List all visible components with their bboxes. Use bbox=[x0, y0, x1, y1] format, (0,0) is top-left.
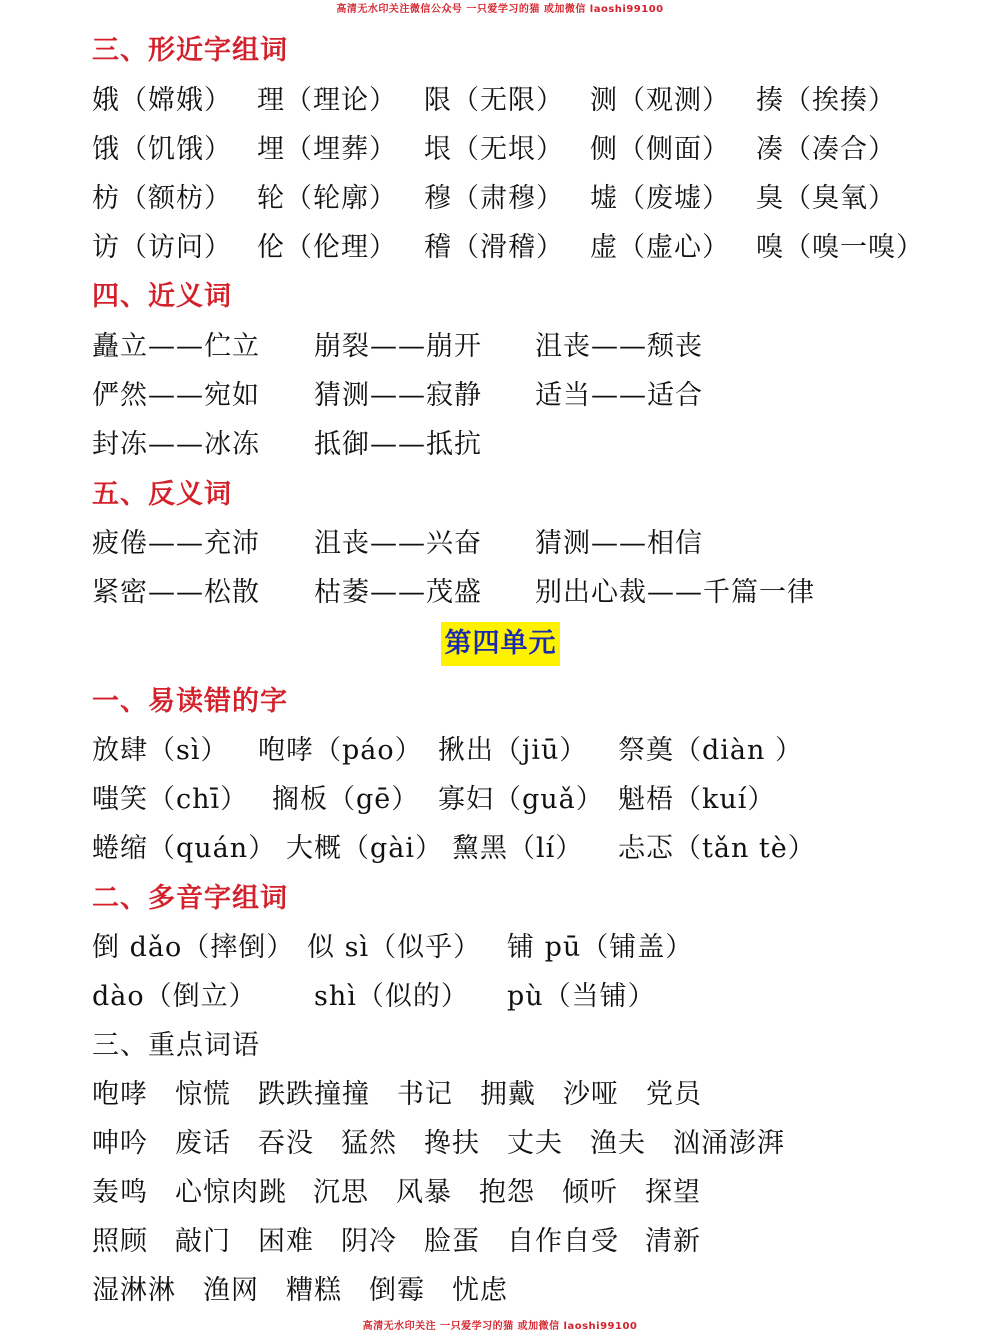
word-item: 呻吟 bbox=[92, 1128, 148, 1159]
pinyin-item: 祭奠（diàn ） bbox=[618, 735, 803, 766]
word-item: 忧虑 bbox=[452, 1275, 508, 1306]
word-item: 脸蛋 bbox=[424, 1226, 480, 1257]
section-title-xingjin: 三、形近字组词 bbox=[92, 35, 288, 66]
word-item: 侧（侧面） bbox=[590, 134, 730, 165]
word-item: 探望 bbox=[645, 1177, 701, 1208]
word-item: 倾听 bbox=[562, 1177, 618, 1208]
word-item: 沙哑 bbox=[563, 1079, 619, 1110]
word-pair: 猜测——寂静 bbox=[314, 380, 482, 411]
word-item: 测（观测） bbox=[590, 85, 730, 116]
word-item: 惊慌 bbox=[175, 1079, 231, 1110]
section-title-zhongdian: 三、重点词语 bbox=[92, 1030, 260, 1061]
word-pair: 抵御——抵抗 bbox=[314, 429, 482, 460]
word-item: 限（无限） bbox=[424, 85, 564, 116]
list-row bbox=[92, 225, 992, 265]
word-item: 访（访问） bbox=[92, 232, 232, 263]
list-row bbox=[92, 570, 992, 610]
word-item: 照顾 bbox=[92, 1226, 148, 1257]
word-item: 猛然 bbox=[341, 1128, 397, 1159]
pinyin-item: 揪出（jiū） bbox=[438, 735, 588, 766]
pinyin-item: 嗤笑（chī） bbox=[92, 784, 249, 815]
pinyin-item: 咆哮（páo） bbox=[258, 735, 423, 766]
word-item: 稽（滑稽） bbox=[424, 232, 564, 263]
word-pair: 疲倦——充沛 bbox=[92, 528, 260, 559]
word-item: 拥戴 bbox=[480, 1079, 536, 1110]
list-row bbox=[92, 1219, 992, 1259]
word-item: 虚（虚心） bbox=[590, 232, 730, 263]
section-title-fanyi: 五、反义词 bbox=[92, 479, 232, 510]
word-pair: 沮丧——兴奋 bbox=[314, 528, 482, 559]
polyphone-item: pù（当铺） bbox=[507, 981, 656, 1012]
list-row bbox=[92, 127, 992, 167]
word-item: 揍（挨揍） bbox=[756, 85, 896, 116]
unit-title: 第四单元 bbox=[441, 622, 560, 666]
word-item: 敲门 bbox=[175, 1226, 231, 1257]
word-item: 轮（轮廓） bbox=[257, 183, 397, 214]
word-item: 搀扶 bbox=[424, 1128, 480, 1159]
list-row bbox=[92, 1121, 992, 1161]
word-item: 抱怨 bbox=[479, 1177, 535, 1208]
word-item: 墟（废墟） bbox=[590, 183, 730, 214]
word-item: 阴冷 bbox=[341, 1226, 397, 1257]
watermark-bottom: 高清无水印关注 一只爱学习的猫 或加微信 laoshi99100 bbox=[362, 1321, 638, 1332]
word-item: 凑（凑合） bbox=[756, 134, 896, 165]
pinyin-item: 大概（gài） bbox=[286, 833, 444, 864]
list-row bbox=[92, 176, 992, 216]
word-item: 穆（肃穆） bbox=[424, 183, 564, 214]
word-item: 伦（伦理） bbox=[257, 232, 397, 263]
word-item: 书记 bbox=[397, 1079, 453, 1110]
word-item: 糟糕 bbox=[286, 1275, 342, 1306]
list-row bbox=[92, 1268, 992, 1308]
word-item: 渔夫 bbox=[590, 1128, 646, 1159]
word-item: 垠（无垠） bbox=[424, 134, 564, 165]
word-item: 汹涌澎湃 bbox=[673, 1128, 785, 1159]
word-item: 理（理论） bbox=[257, 85, 397, 116]
pinyin-item: 蜷缩（quán） bbox=[92, 833, 277, 864]
polyphone-item: shì（似的） bbox=[314, 981, 469, 1012]
polyphone-item: 似 sì（似乎） bbox=[307, 932, 482, 963]
word-item: 轰鸣 bbox=[92, 1177, 148, 1208]
word-item: 丈夫 bbox=[507, 1128, 563, 1159]
word-item: 困难 bbox=[258, 1226, 314, 1257]
word-item: 吞没 bbox=[258, 1128, 314, 1159]
word-item: 党员 bbox=[646, 1079, 702, 1110]
word-pair: 别出心裁——千篇一律 bbox=[535, 577, 815, 608]
word-item: 心惊肉跳 bbox=[175, 1177, 287, 1208]
word-item: 跌跌撞撞 bbox=[258, 1079, 370, 1110]
polyphone-item: 铺 pū（铺盖） bbox=[507, 932, 694, 963]
word-item: 风暴 bbox=[396, 1177, 452, 1208]
pinyin-item: 寡妇（guǎ） bbox=[438, 784, 604, 815]
list-row bbox=[92, 422, 992, 462]
word-item: 嗅（嗅一嗅） bbox=[756, 232, 924, 263]
word-pair: 矗立——伫立 bbox=[92, 331, 260, 362]
list-row bbox=[92, 324, 992, 364]
list-row bbox=[92, 925, 992, 965]
word-item: 娥（嫦娥） bbox=[92, 85, 232, 116]
word-item: 渔网 bbox=[203, 1275, 259, 1306]
list-row bbox=[92, 1170, 992, 1210]
word-pair: 紧密——松散 bbox=[92, 577, 260, 608]
word-item: 饿（饥饿） bbox=[92, 134, 232, 165]
polyphone-item: dào（倒立） bbox=[92, 981, 257, 1012]
word-pair: 猜测——相信 bbox=[535, 528, 703, 559]
word-pair: 崩裂——崩开 bbox=[314, 331, 482, 362]
pinyin-item: 搁板（gē） bbox=[272, 784, 420, 815]
polyphone-item: 倒 dǎo（摔倒） bbox=[92, 932, 295, 963]
word-item: 臭（臭氧） bbox=[756, 183, 896, 214]
word-item: 咆哮 bbox=[92, 1079, 148, 1110]
list-row bbox=[92, 78, 992, 118]
word-item: 废话 bbox=[175, 1128, 231, 1159]
word-pair: 俨然——宛如 bbox=[92, 380, 260, 411]
section-title-duoyin: 二、多音字组词 bbox=[92, 883, 288, 914]
list-row bbox=[92, 1072, 992, 1112]
word-item: 埋（埋葬） bbox=[257, 134, 397, 165]
word-pair: 封冻——冰冻 bbox=[92, 429, 260, 460]
list-row bbox=[92, 521, 992, 561]
list-row bbox=[92, 373, 992, 413]
list-row bbox=[92, 826, 992, 866]
list-row bbox=[92, 777, 992, 817]
watermark-top: 高清无水印关注微信公众号 一只爱学习的猫 或加微信 laoshi99100 bbox=[336, 4, 664, 15]
section-title-yidu: 一、易读错的字 bbox=[92, 686, 288, 717]
word-item: 湿淋淋 bbox=[92, 1275, 176, 1306]
word-item: 枋（额枋） bbox=[92, 183, 232, 214]
pinyin-item: 放肆（sì） bbox=[92, 735, 229, 766]
pinyin-item: 魁梧（kuí） bbox=[618, 784, 776, 815]
word-pair: 适当——适合 bbox=[535, 380, 703, 411]
word-item: 清新 bbox=[645, 1226, 701, 1257]
word-item: 自作自受 bbox=[507, 1226, 619, 1257]
section-title-jinyi: 四、近义词 bbox=[92, 281, 232, 312]
word-pair: 枯萎——茂盛 bbox=[314, 577, 482, 608]
word-item: 倒霉 bbox=[369, 1275, 425, 1306]
word-item: 沉思 bbox=[313, 1177, 369, 1208]
word-pair: 沮丧——颓丧 bbox=[535, 331, 703, 362]
pinyin-item: 黧黑（lí） bbox=[452, 833, 584, 864]
pinyin-item: 忐忑（tǎn tè） bbox=[618, 833, 816, 864]
list-row bbox=[92, 974, 992, 1014]
list-row bbox=[92, 728, 992, 768]
